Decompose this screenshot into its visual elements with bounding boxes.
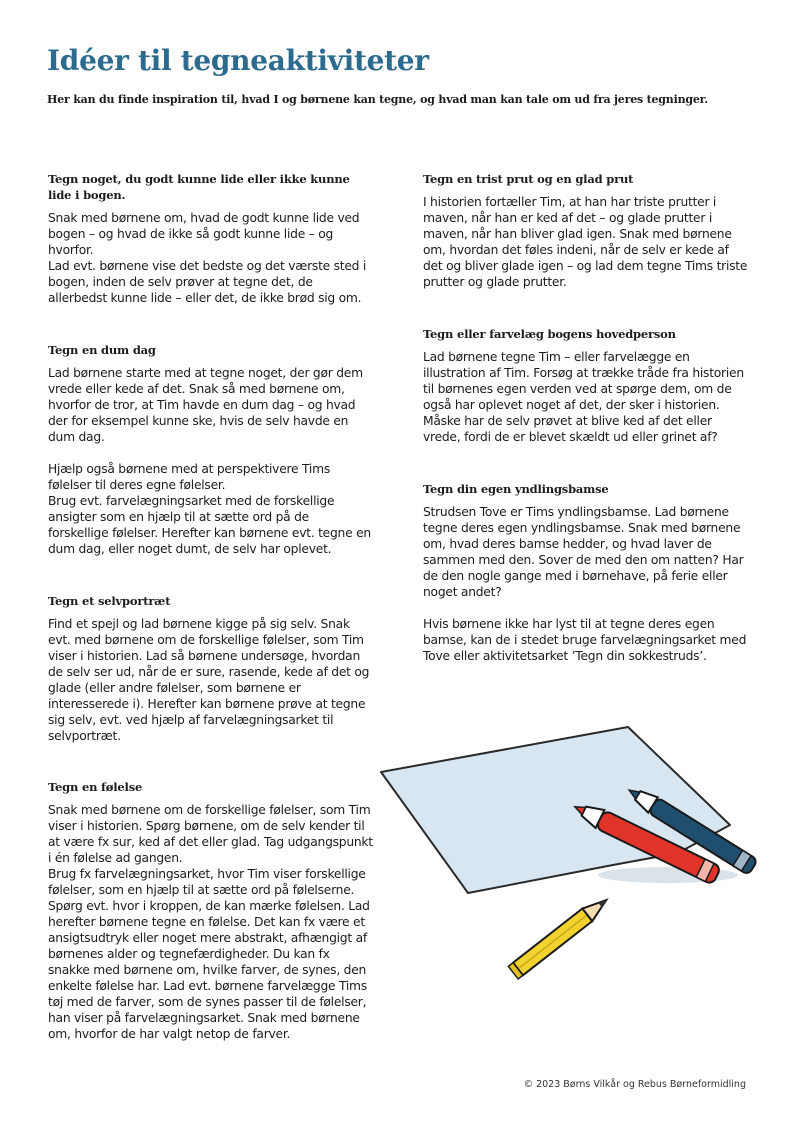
- section-paragraph: Brug evt. farvelægningsarket med de forskellige ansigter som en hjælp til at sætte ord på de forskellige følelser. Herefter kan børnene evt. tegne en dum dag, eller noget dumt, de selv har oplevet.: [48, 494, 371, 556]
- section-heading: Tegn eller farvelæg bogens hovedperson: [423, 327, 676, 341]
- section-paragraph: Lad evt. børnene vise det bedste og det værste sted i bogen, inden de selv prøver at tegne det, de allerbedst kunne lide – eller det, de ikke brød sig om.: [48, 259, 367, 305]
- section-paragraph: Hjælp også børnene med at perspektivere Tims følelser til deres egne følelser.: [48, 462, 330, 492]
- section-bad-day: [48, 342, 373, 557]
- section-heading: Tegn en trist prut og en glad prut: [423, 172, 634, 186]
- section-self-portrait: [48, 593, 373, 744]
- section-heading: Tegn din egen yndlingsbamse: [423, 482, 609, 496]
- section-feeling: [48, 779, 373, 1042]
- yellow-pencil: [508, 894, 611, 979]
- section-fart: [423, 171, 748, 290]
- section-teddy: [423, 481, 748, 664]
- section-heading: Tegn et selvportræt: [48, 594, 171, 608]
- section-paragraph: Snak med børnene om, hvad de godt kunne lide ved bogen – og hvad de ikke så godt kunne lide – og hvorfor.: [48, 211, 360, 257]
- section-paragraph: Lad børnene starte med at tegne noget, der gør dem vrede eller kede af det. Snak så med børnene om, hvorfor de tror, at Tim havde en dum dag – og hvad der for eksempel kunne ske, hvis de selv havde en dum dag.: [48, 366, 363, 444]
- section-heading: Tegn en følelse: [48, 780, 143, 794]
- section-paragraph: Brug fx farvelægningsarket, hvor Tim viser forskellige følelser, som en hjælp til at sætte ord på følelserne. Spørg evt. hvor i kroppen, de kan mærke følelsen. Lad herefter børnene tegne en følelse. Det kan fx være et ansigtsudtryk eller noget mere abstrakt, afhængigt af børnenes alder og tegnefærdigheder. Du kan fx snakke med børnene om, hvilke farver, de synes, den enkelte følelse har. Lad evt. børnene farvelægge Tims tøj med de farver, som de synes passer til de følelser, han viser på farvelægningsarket. Snak med børnene om, hvorfor de har valgt netop de farver.: [48, 867, 370, 1041]
- section-paragraph: Lad børnene tegne Tim – eller farvelægge en illustration af Tim. Forsøg at trække tråde fra historien til børnenes egen verden ved at spørge dem, om de også har oplevet noget af det, der sker i historien. Måske har de selv prøvet at blive ked af det eller vrede, fordi de er blevet skældt ud eller grinet af?: [423, 350, 744, 444]
- intro-text: Her kan du finde inspiration til, hvad I og børnene kan tegne, og hvad man kan tale om ud fra jeres tegninger.: [47, 93, 708, 106]
- copyright-footer: © 2023 Børns Vilkår og Rebus Børneformidling: [523, 1079, 746, 1090]
- section-paragraph: Find et spejl og lad børnene kigge på sig selv. Snak evt. med børnene om de forskellige følelser, som Tim viser i historien. Lad så børnene undersøge, hvordan de selv ser ud, når de er sure, rasende, kede af det og glade (eller andre følelser, som børnene er interesserede i). Herefter kan børnene prøve at tegne sig selv, evt. ved hjælp af farvelægningsarket til selvportræt.: [48, 617, 370, 743]
- section-paragraph: Snak med børnene om de forskellige følelser, som Tim viser i historien. Spørg børnene, om de selv kender til at være fx sur, ked af det eller glad. Tag udgangspunkt i én følelse ad gangen.: [48, 803, 373, 865]
- page-title: Idéer til tegneaktiviteter: [47, 44, 429, 77]
- section-main-character: [423, 326, 748, 445]
- section-heading: Tegn noget, du godt kunne lide eller ikke kunne lide i bogen.: [48, 172, 350, 202]
- section-paragraph: Hvis børnene ikke har lyst til at tegne deres egen bamse, kan de i stedet bruge farvelægningsarket med Tove eller aktivitetsarket ’Tegn din sokkestruds’.: [423, 617, 747, 663]
- section-like-dislike: [48, 171, 373, 306]
- section-heading: Tegn en dum dag: [48, 343, 156, 357]
- section-paragraph: I historien fortæller Tim, at han har triste prutter i maven, når han er ked af det – og glade prutter i maven, når han bliver glad igen. Snak med børnene om, hvordan det føles indeni, når de selv er kede af det og bliver glade igen – og lad dem tegne Tims triste prutter og glade prutter.: [423, 195, 748, 289]
- section-paragraph: Strudsen Tove er Tims yndlingsbamse. Lad børnene tegne deres egen yndlingsbamse. Snak med børnene om, hvad deres bamse hedder, og hvad laver de sammen med den. Sover de med den om natten? Har de den nogle gange med i børnehave, på ferie eller noget andet?: [423, 505, 744, 599]
- drawing-supplies-illustration: [378, 725, 758, 985]
